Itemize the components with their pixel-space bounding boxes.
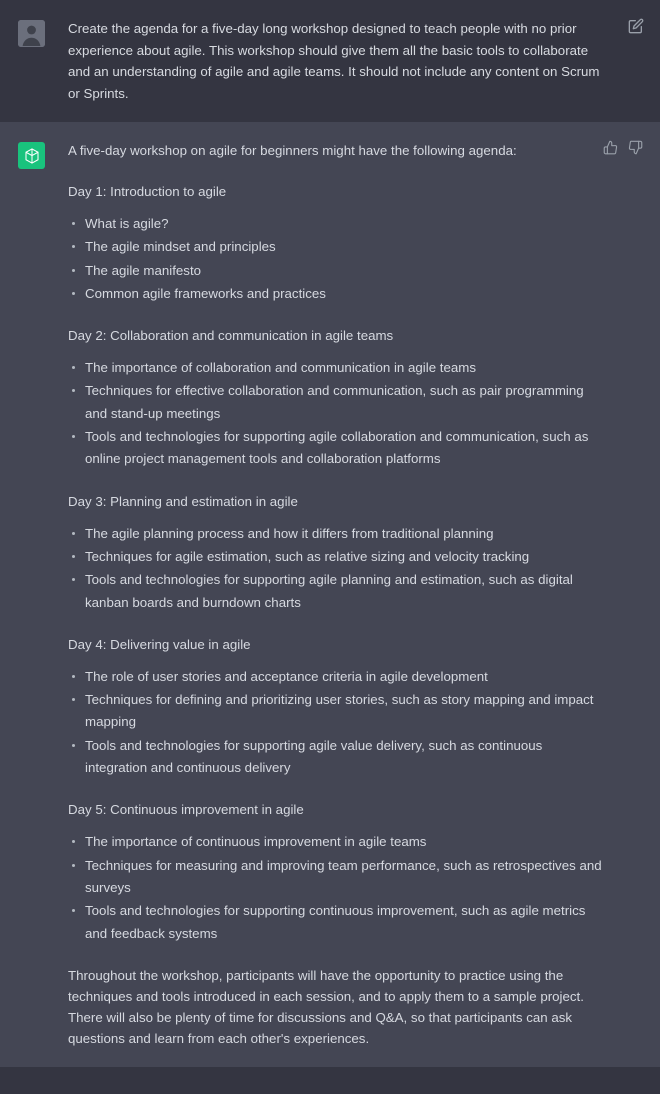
list-item: Techniques for measuring and improving team performance, such as retrospectives and surveys (68, 855, 608, 900)
day-bullet-list (68, 357, 608, 470)
day-heading: Day 1: Introduction to agile (68, 184, 227, 199)
list-item: Tools and technologies for supporting continuous improvement, such as agile metrics and feedback systems (68, 900, 608, 945)
list-item: The agile manifesto (68, 260, 608, 282)
assistant-closing-text: Throughout the workshop, participants will have the opportunity to practice using the techniques and tools introduced in each session, and to apply them to a sample project. There will also be plenty of time for discussions and Q&A, so that participants can ask questions and learn from each other's experiences. (68, 967, 584, 1046)
list-item: The importance of continuous improvement in agile teams (68, 831, 608, 853)
list-item: The importance of collaboration and communication in agile teams (68, 357, 608, 379)
list-item: Techniques for agile estimation, such as relative sizing and velocity tracking (68, 546, 608, 568)
edit-icon[interactable] (628, 18, 644, 34)
user-message-body (68, 18, 638, 104)
assistant-message-turn (0, 122, 660, 1067)
list-item: Tools and technologies for supporting agile collaboration and communication, such as online project management tools and collaboration platforms (68, 426, 608, 471)
list-item: The role of user stories and acceptance criteria in agile development (68, 666, 608, 688)
day-heading: Day 5: Continuous improvement in agile (68, 802, 304, 818)
list-item: Techniques for defining and prioritizing user stories, such as story mapping and impact mapping (68, 689, 608, 734)
user-message-actions (628, 18, 644, 34)
day-heading: Day 4: Delivering value in agile (68, 636, 251, 652)
day-bullet-list (68, 831, 608, 944)
day-bullet-list (68, 523, 608, 614)
user-avatar-column (18, 18, 68, 47)
thumbs-down-icon[interactable] (628, 140, 644, 156)
assistant-intro-text: A five-day workshop on agile for beginners might have the following agenda: (68, 143, 517, 158)
day-bullet-list (68, 213, 608, 305)
assistant-avatar-column (18, 140, 68, 169)
day-bullet-list (68, 666, 608, 779)
list-item: Tools and technologies for supporting agile value delivery, such as continuous integration and continuous delivery (68, 735, 608, 780)
list-item: The agile mindset and principles (68, 236, 608, 258)
assistant-feedback-actions (603, 140, 644, 156)
thumbs-up-icon[interactable] (603, 140, 619, 156)
day-heading: Day 3: Planning and estimation in agile (68, 493, 298, 509)
list-item: What is agile? (68, 213, 608, 235)
user-message-turn (0, 0, 660, 122)
list-item: Common agile frameworks and practices (68, 283, 608, 305)
list-item: Tools and technologies for supporting agile planning and estimation, such as digital kanban boards and burndown charts (68, 569, 608, 614)
list-item: Techniques for effective collaboration and communication, such as pair programming and stand-up meetings (68, 380, 608, 425)
user-message-text: Create the agenda for a five-day long workshop designed to teach people with no prior experience about agile. This workshop should give them all the basic tools to collaborate and an understanding of agile and agile teams. It should not include any content on Scrum or Sprints. (68, 21, 604, 101)
chatgpt-avatar (18, 142, 45, 169)
day-heading: Day 2: Collaboration and communication in agile teams (68, 328, 394, 344)
list-item: The agile planning process and how it differs from traditional planning (68, 523, 608, 545)
assistant-message-body (68, 140, 638, 1049)
user-avatar (18, 20, 45, 47)
